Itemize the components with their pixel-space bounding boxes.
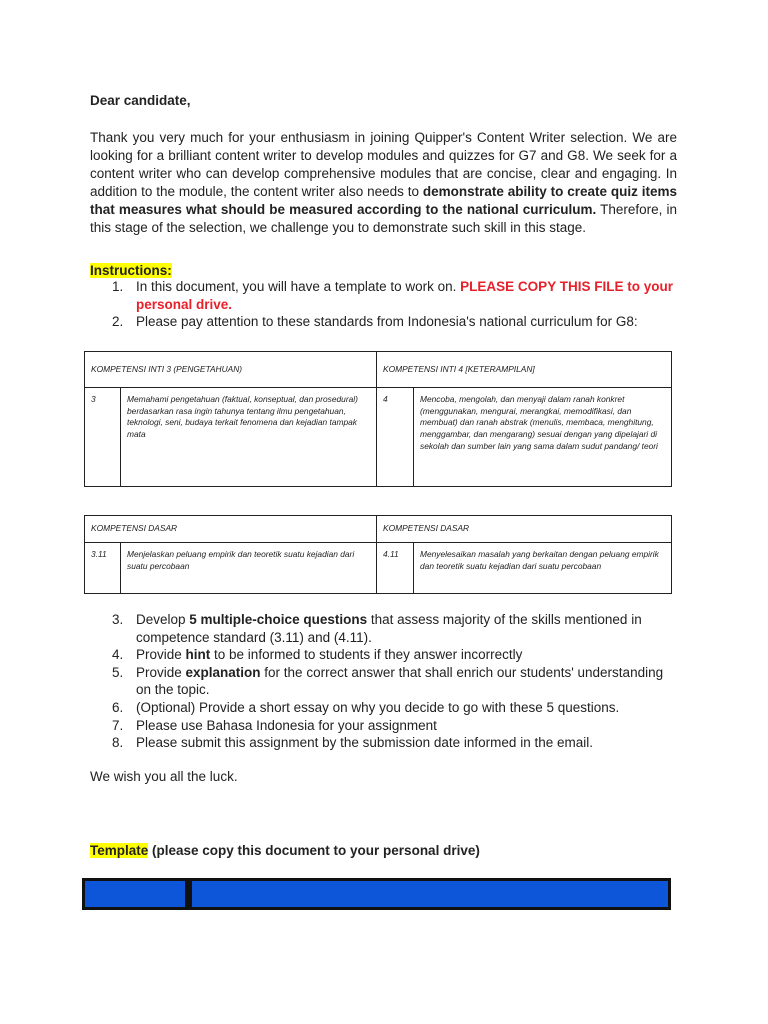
copy-file-warning: PLEASE COPY THIS FILE to your personal drive. (136, 279, 673, 312)
list-number: 3. (112, 612, 124, 627)
competence-basic-table (84, 515, 672, 594)
step-emphasis: hint (185, 647, 211, 663)
intro-text: Thank you very much for your enthusiasm in joining Quipper's Content Writer selection. We are looking for a brilliant content writer to develop modules and quizzes for G7 and G8. We seek for a content writer who can develop comprehensive modules that are concise, clear and engaging. In addition to the module, the content writer also needs to (90, 130, 677, 200)
competence-core-table (84, 351, 672, 487)
template-heading (90, 843, 480, 858)
step-text: Please pay attention to these standards from Indonesia's national curriculum for G8: (136, 314, 638, 330)
step-text: In this document, you will have a template to work on. (136, 279, 461, 294)
list-item (90, 611, 677, 646)
closing-line: We wish you all the luck. (90, 769, 238, 784)
table-header-cell: KOMPETENSI INTI 3 (PENGETAHUAN) (85, 352, 377, 388)
step-text: Develop (136, 612, 190, 627)
template-label: Template (90, 843, 149, 858)
list-item (90, 734, 677, 752)
table-header-cell: KOMPETENSI INTI 4 [KETERAMPILAN] (377, 352, 672, 388)
step-text: Please submit this assignment by the submission date informed in the email. (136, 735, 593, 751)
table-header-cell: KOMPETENSI DASAR (85, 516, 377, 543)
table-cell-text: Memahami pengetahuan (faktual, konseptual, dan prosedural) berdasarkan rasa ingin tahunya tentang ilmu pengetahuan, teknologi, seni, budaya terkait fenomena dan kejadian tampak mata (121, 388, 377, 487)
step-text: Please use Bahasa Indonesia for your assignment (136, 717, 437, 733)
table-header-cell: KOMPETENSI DASAR (377, 516, 672, 543)
template-note: (please copy this document to your personal drive) (148, 843, 480, 858)
table-cell-text: Menjelaskan peluang empirik dan teoretik suatu kejadian dari suatu percobaan (121, 543, 377, 594)
list-number: 4. (112, 647, 124, 663)
step-text-end: for the correct answer that shall enrich our students' understanding on the topic. (136, 664, 664, 698)
list-number: 8. (112, 735, 124, 751)
template-cell-right[interactable] (192, 881, 668, 907)
step-text: Provide (136, 664, 186, 680)
list-number: 1. (112, 279, 124, 294)
list-item (90, 664, 677, 699)
template-table (82, 878, 671, 910)
table-cell-number: 4 (377, 388, 414, 487)
table-cell-text: Mencoba, mengolah, dan menyaji dalam ranah konkret (menggunakan, mengurai, merangkai, memodifikasi, dan membuat) dan ranah abstrak (menulis, membaca, menghitung, menggambar, dan mengarang) sesuai dengan yang dipelajari di sekolah dan sumber lain yang sama dalam sudut pandang/ teori (414, 388, 672, 487)
list-item (90, 313, 677, 331)
table-cell-number: 3.11 (85, 543, 121, 594)
instruction-list-part-2 (90, 611, 677, 752)
list-item (90, 646, 677, 664)
table-cell-text: Menyelesaikan masalah yang berkaitan dengan peluang empirik dan teoretik suatu kejadian dari suatu percobaan (414, 543, 672, 594)
step-text: (Optional) Provide a short essay on why you decide to go with these 5 questions. (136, 699, 620, 715)
list-item (90, 717, 677, 735)
list-number: 6. (112, 699, 124, 715)
instructions-label: Instructions: (90, 263, 172, 278)
step-text-end: that assess majority of the skills mentioned in competence standard (3.11) and (4.11). (136, 612, 642, 645)
list-number: 2. (112, 314, 124, 330)
step-text: Provide (136, 647, 186, 663)
salutation: Dear candidate, (90, 93, 191, 108)
template-cell-left[interactable] (85, 881, 185, 907)
step-emphasis: explanation (185, 664, 261, 680)
list-number: 7. (112, 717, 124, 733)
intro-paragraph (90, 129, 677, 238)
intro-emphasis: demonstrate ability to create quiz items that measures what should be measured according to the national curriculum. (90, 184, 677, 218)
step-emphasis: 5 multiple-choice questions (189, 612, 368, 627)
table-cell-number: 4.11 (377, 543, 414, 594)
list-number: 5. (112, 664, 124, 680)
instruction-list-part-1 (90, 278, 677, 331)
list-item (90, 699, 677, 717)
table-cell-number: 3 (85, 388, 121, 487)
intro-text-end: Therefore, in this stage of the selection, we challenge you to demonstrate such skill in this stage. (90, 202, 678, 236)
step-text-end: to be informed to students if they answer incorrectly (210, 647, 523, 663)
list-item (90, 278, 677, 313)
